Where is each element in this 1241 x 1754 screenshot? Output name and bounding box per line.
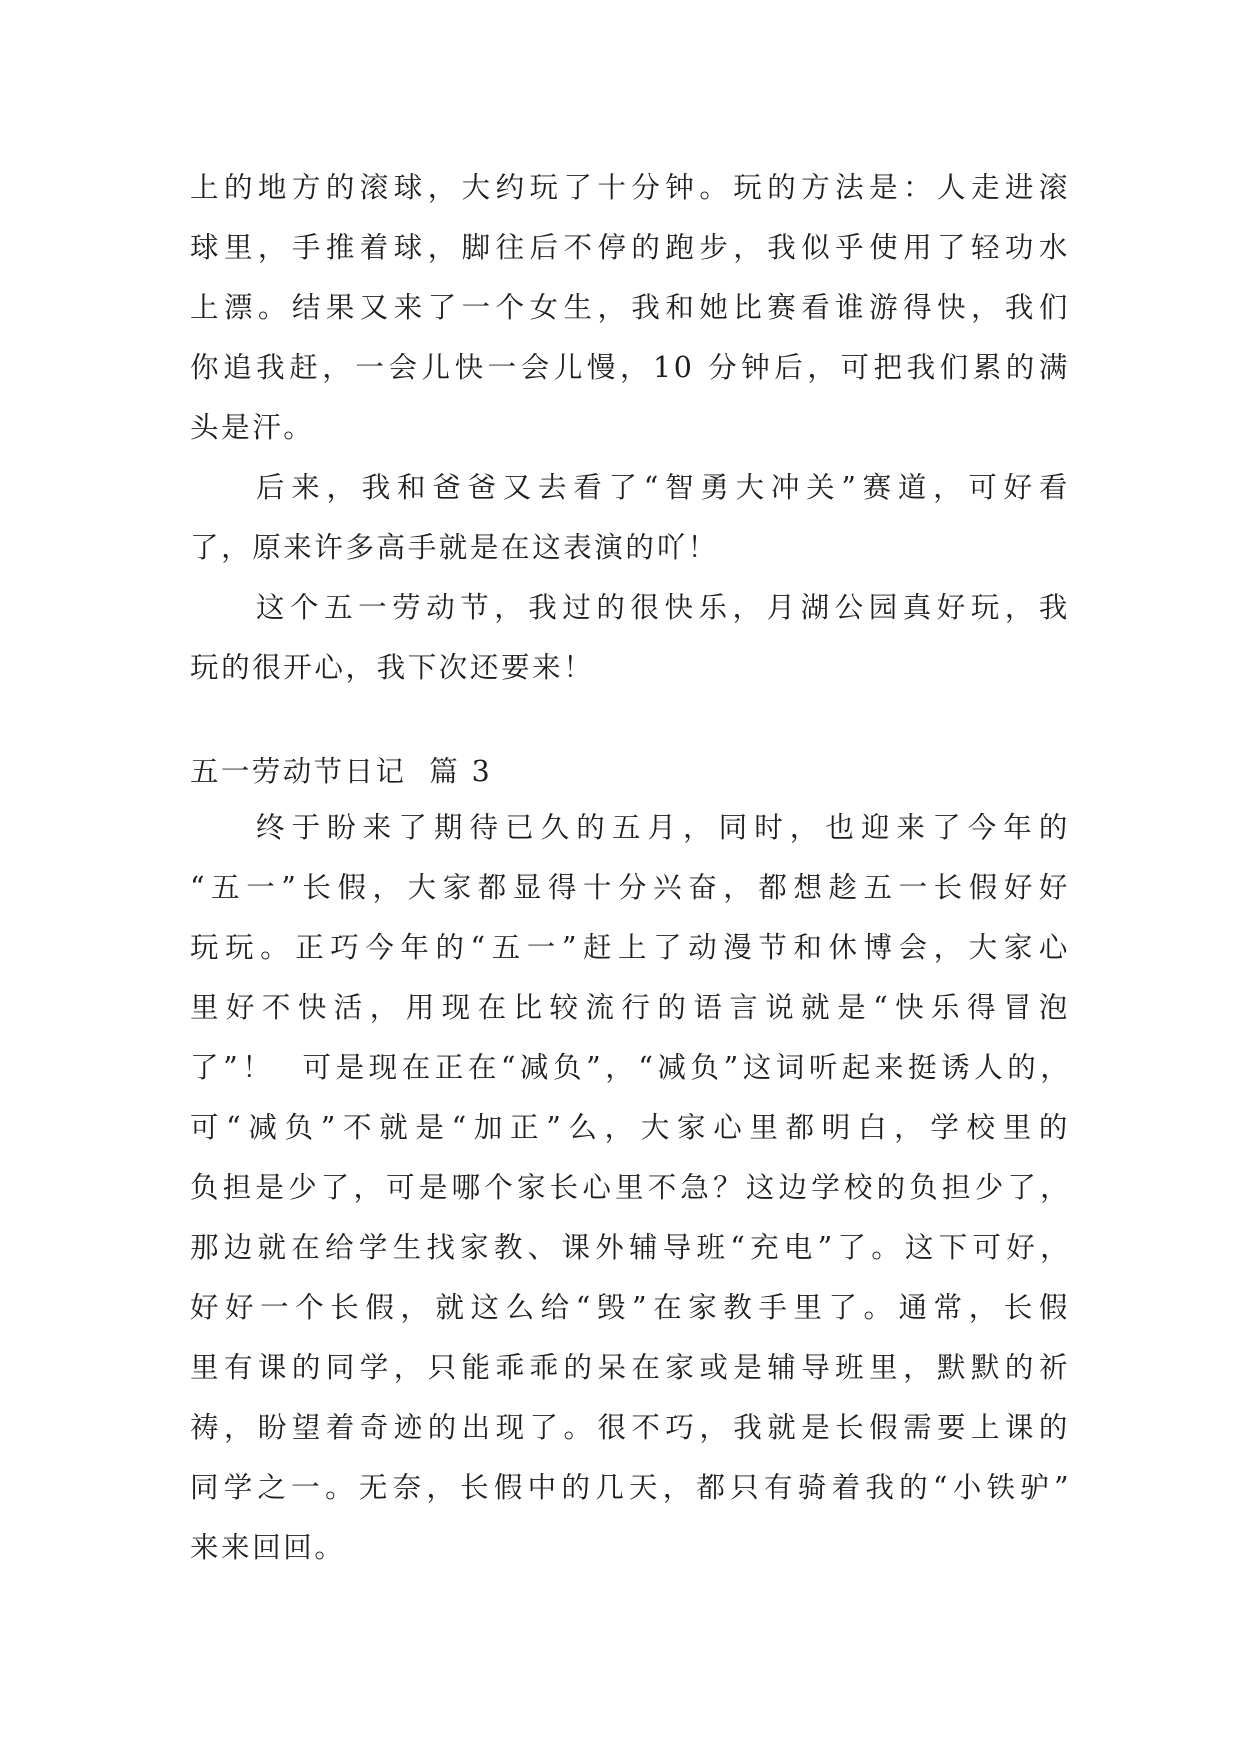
text-line: 你追我赶，一会儿快一会儿慢，10 分钟后，可把我们累的满 <box>190 351 1070 384</box>
text-line: 头是汗。 <box>190 411 315 444</box>
text-line: 后来，我和爸爸又去看了“智勇大冲关”赛道，可好看 <box>256 471 1070 504</box>
text-line: 祷，盼望着奇迹的出现了。很不巧，我就是长假需要上课的 <box>190 1411 1070 1444</box>
text-line: 那边就在给学生找家教、课外辅导班“充电”了。这下可好， <box>190 1231 1070 1264</box>
section1-paragraph3 <box>190 578 1070 698</box>
text-line: 玩玩。正巧今年的“五一”赶上了动漫节和休博会，大家心 <box>190 931 1070 964</box>
text-line: 了，原来许多高手就是在这表演的吖！ <box>190 531 719 564</box>
section1-paragraph1 <box>190 158 1070 458</box>
text-line: 这个五一劳动节，我过的很快乐，月湖公园真好玩，我 <box>256 591 1070 624</box>
section2-paragraph <box>190 798 1070 1578</box>
section-title-text: 五一劳动节日记 篇 3 <box>190 755 493 788</box>
text-line: 终于盼来了期待已久的五月，同时，也迎来了今年的 <box>256 811 1070 844</box>
text-line: 里有课的同学，只能乖乖的呆在家或是辅导班里，默默的祈 <box>190 1351 1070 1384</box>
text-line: 可“减负”不就是“加正”么，大家心里都明白，学校里的 <box>190 1111 1070 1144</box>
section-title <box>190 742 1070 802</box>
text-line: 负担是少了，可是哪个家长心里不急？这边学校的负担少了， <box>190 1171 1070 1204</box>
text-line: 上的地方的滚球，大约玩了十分钟。玩的方法是：人走进滚 <box>190 171 1070 204</box>
text-line: 球里，手推着球，脚往后不停的跑步，我似乎使用了轻功水 <box>190 231 1070 264</box>
text-line: 了”！ 可是现在正在“减负”，“减负”这词听起来挺诱人的， <box>190 1051 1070 1084</box>
text-line: 里好不快活，用现在比较流行的语言说就是“快乐得冒泡 <box>190 991 1070 1024</box>
text-line: “五一”长假，大家都显得十分兴奋，都想趁五一长假好好 <box>190 871 1070 904</box>
text-line: 上漂。结果又来了一个女生，我和她比赛看谁游得快，我们 <box>190 291 1070 324</box>
text-line: 好好一个长假，就这么给“毁”在家教手里了。通常，长假 <box>190 1291 1070 1324</box>
section1-paragraph2 <box>190 458 1070 578</box>
text-line: 同学之一。无奈，长假中的几天，都只有骑着我的“小铁驴” <box>190 1471 1070 1504</box>
text-line: 来来回回。 <box>190 1531 346 1564</box>
text-line: 玩的很开心，我下次还要来！ <box>190 651 595 684</box>
